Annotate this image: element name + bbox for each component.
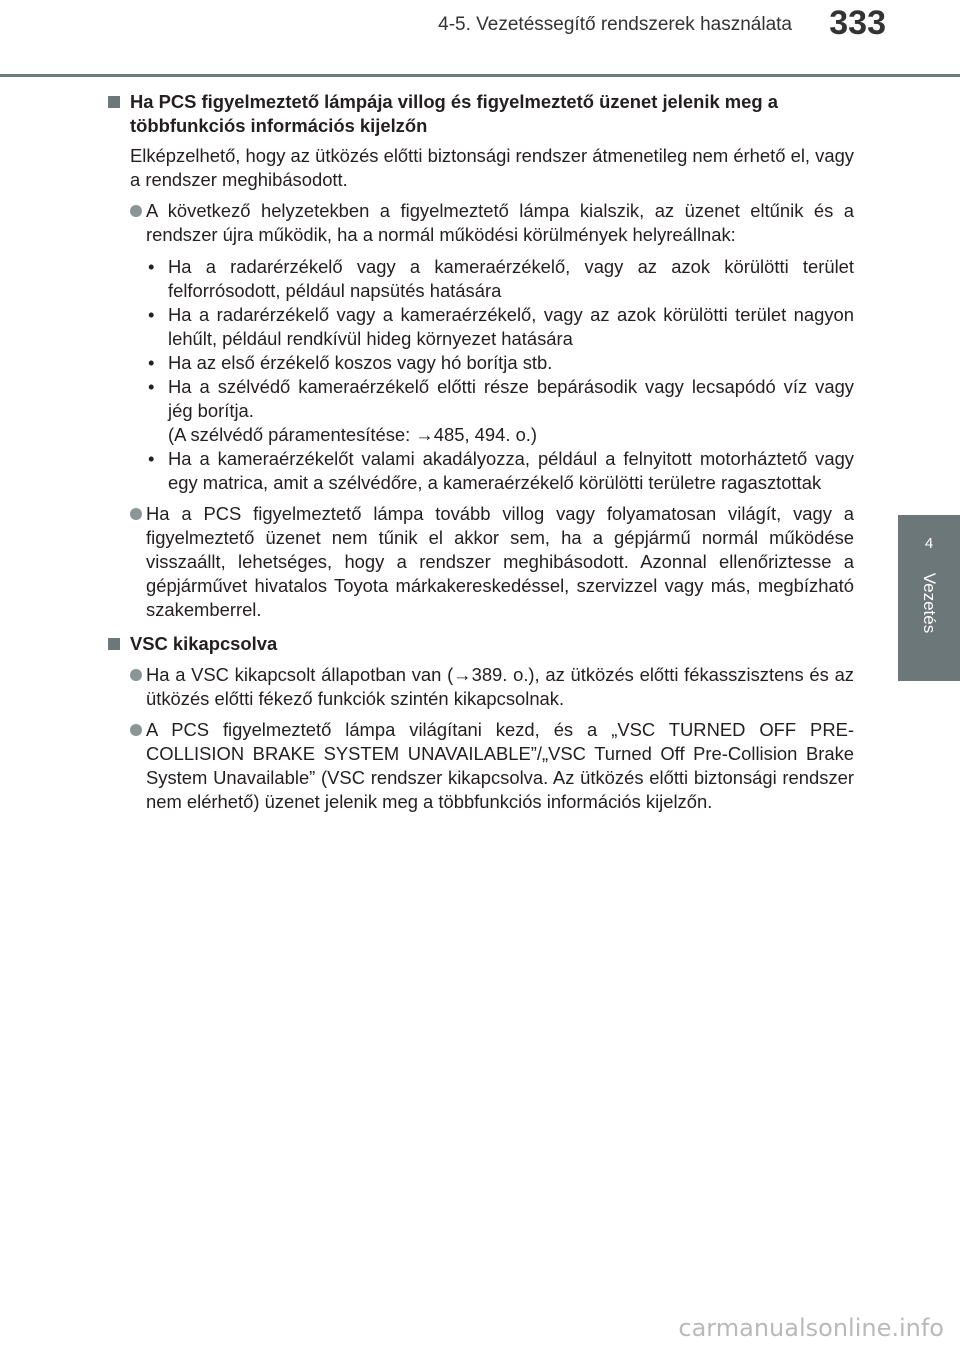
bullet-text: Ha a PCS figyelmeztető lámpa tovább villog vagy folyamatosan világít, vagy a figyelmeztető üzenet nem tűnik el akkor sem, ha a gépjármű normál működése visszaállt, lehetséges, hogy a rendszer meghibásodott. Azonnal ellenőriztesse a gépjárművet hivatalos Toyota márkakereskedéssel, szervizzel vagy más, megbízható szakemberrel. bbox=[146, 503, 854, 620]
sub-item-text: Ha a szélvédő kameraérzékelő előtti része bepárásodik vagy lecsapódó víz vagy jég borítja. bbox=[168, 376, 854, 421]
sub-list-item-note bbox=[148, 423, 854, 447]
dot-marker-icon: • bbox=[148, 304, 155, 325]
circle-bullet-icon bbox=[130, 724, 142, 736]
chapter-label: Vezetés bbox=[920, 572, 939, 634]
bullet-item bbox=[108, 718, 854, 814]
section-vsc-off bbox=[108, 632, 854, 814]
sub-item-text: Ha az első érzékelő koszos vagy hó borítja stb. bbox=[168, 352, 553, 373]
bullet-text: A következő helyzetekben a figyelmeztető lámpa kialszik, az üzenet eltűnik és a rendszer újra működik, ha a normál működési körülmények helyreállnak: bbox=[146, 200, 854, 245]
cross-reference-note: (A szélvédő páramentesítése: →485, 494. o.) bbox=[168, 424, 538, 445]
circle-bullet-icon bbox=[130, 205, 142, 217]
sub-item-text: Ha a radarérzékelő vagy a kameraérzékelő, vagy az azok körülötti terület nagyon lehűlt, például rendkívül hideg környezet hatására bbox=[168, 304, 854, 349]
section-paragraph: Elképzelhető, hogy az ütközés előtti biztonsági rendszer átmenetileg nem érhető el, vagy a rendszer meghibásodott. bbox=[130, 145, 854, 190]
section-heading bbox=[108, 90, 854, 138]
bullet-item bbox=[108, 502, 854, 622]
section-pcs-warning bbox=[108, 90, 854, 622]
page-number: 333 bbox=[829, 4, 886, 42]
header-divider bbox=[0, 74, 960, 77]
section-heading-text: VSC kikapcsolva bbox=[130, 633, 278, 654]
dot-marker-icon: • bbox=[148, 448, 155, 469]
dot-marker-icon: • bbox=[148, 256, 155, 277]
sub-list-item bbox=[148, 303, 854, 351]
sub-list-item bbox=[148, 375, 854, 423]
section-heading-text: Ha PCS figyelmeztető lámpája villog és figyelmeztető üzenet jelenik meg a többfunkciós információs kijelzőn bbox=[130, 91, 778, 136]
sub-list-item bbox=[148, 255, 854, 303]
chapter-tab bbox=[898, 515, 960, 681]
bullet-text: Ha a VSC kikapcsolt állapotban van (→389. o.), az ütközés előtti fékasszisztens és az ütközés előtti fékező funkciók szintén kikapcsolnak. bbox=[146, 664, 854, 709]
section-heading bbox=[108, 632, 854, 656]
sub-list-item bbox=[148, 447, 854, 495]
dot-marker-icon: • bbox=[148, 352, 155, 373]
sub-list-item bbox=[148, 351, 854, 375]
header-title: 4-5. Vezetéssegítő rendszerek használata bbox=[438, 14, 792, 35]
chapter-number: 4 bbox=[924, 535, 934, 552]
bullet-item bbox=[108, 199, 854, 247]
square-bullet-icon bbox=[108, 638, 120, 650]
bullet-text: A PCS figyelmeztető lámpa világítani kezd, és a „VSC TURNED OFF PRE-COLLISION BRAKE SYSTEM UNAVAILABLE”/„VSC Turned Off Pre-Collision Brake System Unavailable” (VSC rendszer kikapcsolva. Az ütközés előtti biztonsági rendszer nem elérhető) üzenet jelenik meg a többfunkciós információs kijelzőn. bbox=[146, 719, 854, 812]
sub-list bbox=[108, 255, 854, 495]
dot-marker-icon: • bbox=[148, 376, 155, 397]
circle-bullet-icon bbox=[130, 508, 142, 520]
page-content bbox=[108, 90, 854, 814]
sub-item-text: Ha a radarérzékelő vagy a kameraérzékelő, vagy az azok körülötti terület felforrósodott, például napsütés hatására bbox=[168, 256, 854, 301]
circle-bullet-icon bbox=[130, 669, 142, 681]
bullet-item bbox=[108, 663, 854, 711]
sub-item-text: Ha a kameraérzékelőt valami akadályozza, például a felnyitott motorháztető vagy egy matrica, amit a szélvédőre, a kameraérzékelő körülötti területre ragasztottak bbox=[168, 448, 854, 493]
site-watermark: carmanualsonline.info bbox=[678, 1314, 944, 1342]
square-bullet-icon bbox=[108, 96, 120, 108]
